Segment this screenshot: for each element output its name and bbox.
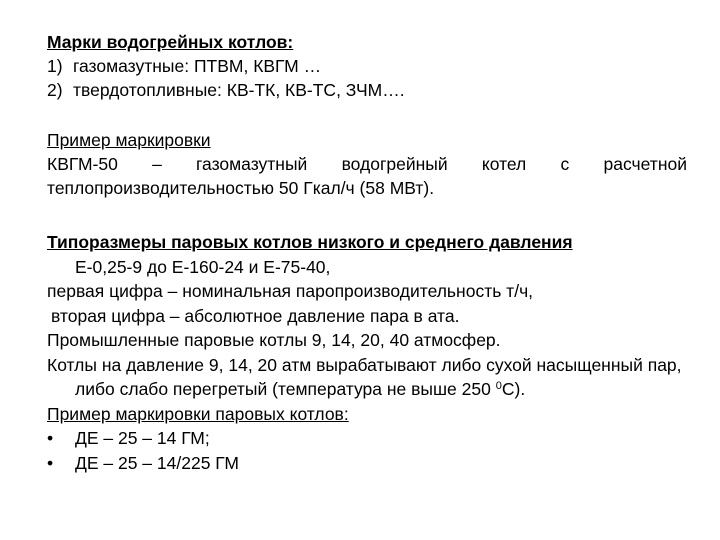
list-item-text: ДЕ – 25 – 14 ГМ;: [75, 428, 210, 448]
list-item-text: газомазутные: ПТВМ, КВГМ …: [73, 56, 322, 76]
marking-example-line-1: КВГМ-50 – газомазутный водогрейный котел с расчетной: [47, 154, 687, 174]
steam-boilers-section: [47, 230, 697, 475]
boiler-brands-title: Марки водогрейных котлов:: [47, 32, 294, 52]
pressure-paragraph: [47, 353, 697, 402]
boiler-brands-section: [47, 30, 405, 102]
list-item: [47, 54, 405, 78]
steam-marking-title: Пример маркировки паровых котлов:: [47, 403, 349, 424]
first-digit-note: первая цифра – номинальная паропроизводительность т/ч,: [47, 281, 534, 301]
list-item: [47, 426, 697, 451]
marking-example-title: Пример маркировки: [47, 130, 211, 150]
list-item-number: 1): [47, 56, 63, 76]
steam-boilers-range: Е-0,25-9 до Е-160-24 и Е-75-40,: [75, 256, 331, 277]
steam-boilers-title: Типоразмеры паровых котлов низкого и среднего давления: [47, 232, 573, 252]
list-item-text: твердотопливные: КВ-ТК, КВ-ТС, ЗЧМ….: [73, 80, 405, 100]
bullet-icon: •: [47, 428, 54, 448]
list-item: [47, 451, 697, 476]
marking-example-section: [47, 128, 687, 200]
bullet-icon: •: [47, 452, 54, 473]
industrial-boilers-note: Промышленные паровые котлы 9, 14, 20, 40 атмосфер.: [47, 330, 501, 350]
degree-unit: С).: [501, 379, 526, 399]
degree-superscript: 0: [495, 380, 502, 392]
list-item-number: 2): [47, 80, 63, 100]
second-digit-note: вторая цифра – абсолютное давление пара в ата.: [51, 305, 460, 326]
marking-example-line-2: теплопроизводительностью 50 Гкал/ч (58 МВт).: [47, 178, 435, 198]
list-item-text: ДЕ – 25 – 14/225 ГМ: [75, 452, 239, 473]
pressure-text: Котлы на давление 9, 14, 20 атм вырабатывают либо сухой насыщенный пар, либо слабо перегретый (температура не выше 250: [47, 354, 682, 399]
list-item: [47, 78, 405, 102]
